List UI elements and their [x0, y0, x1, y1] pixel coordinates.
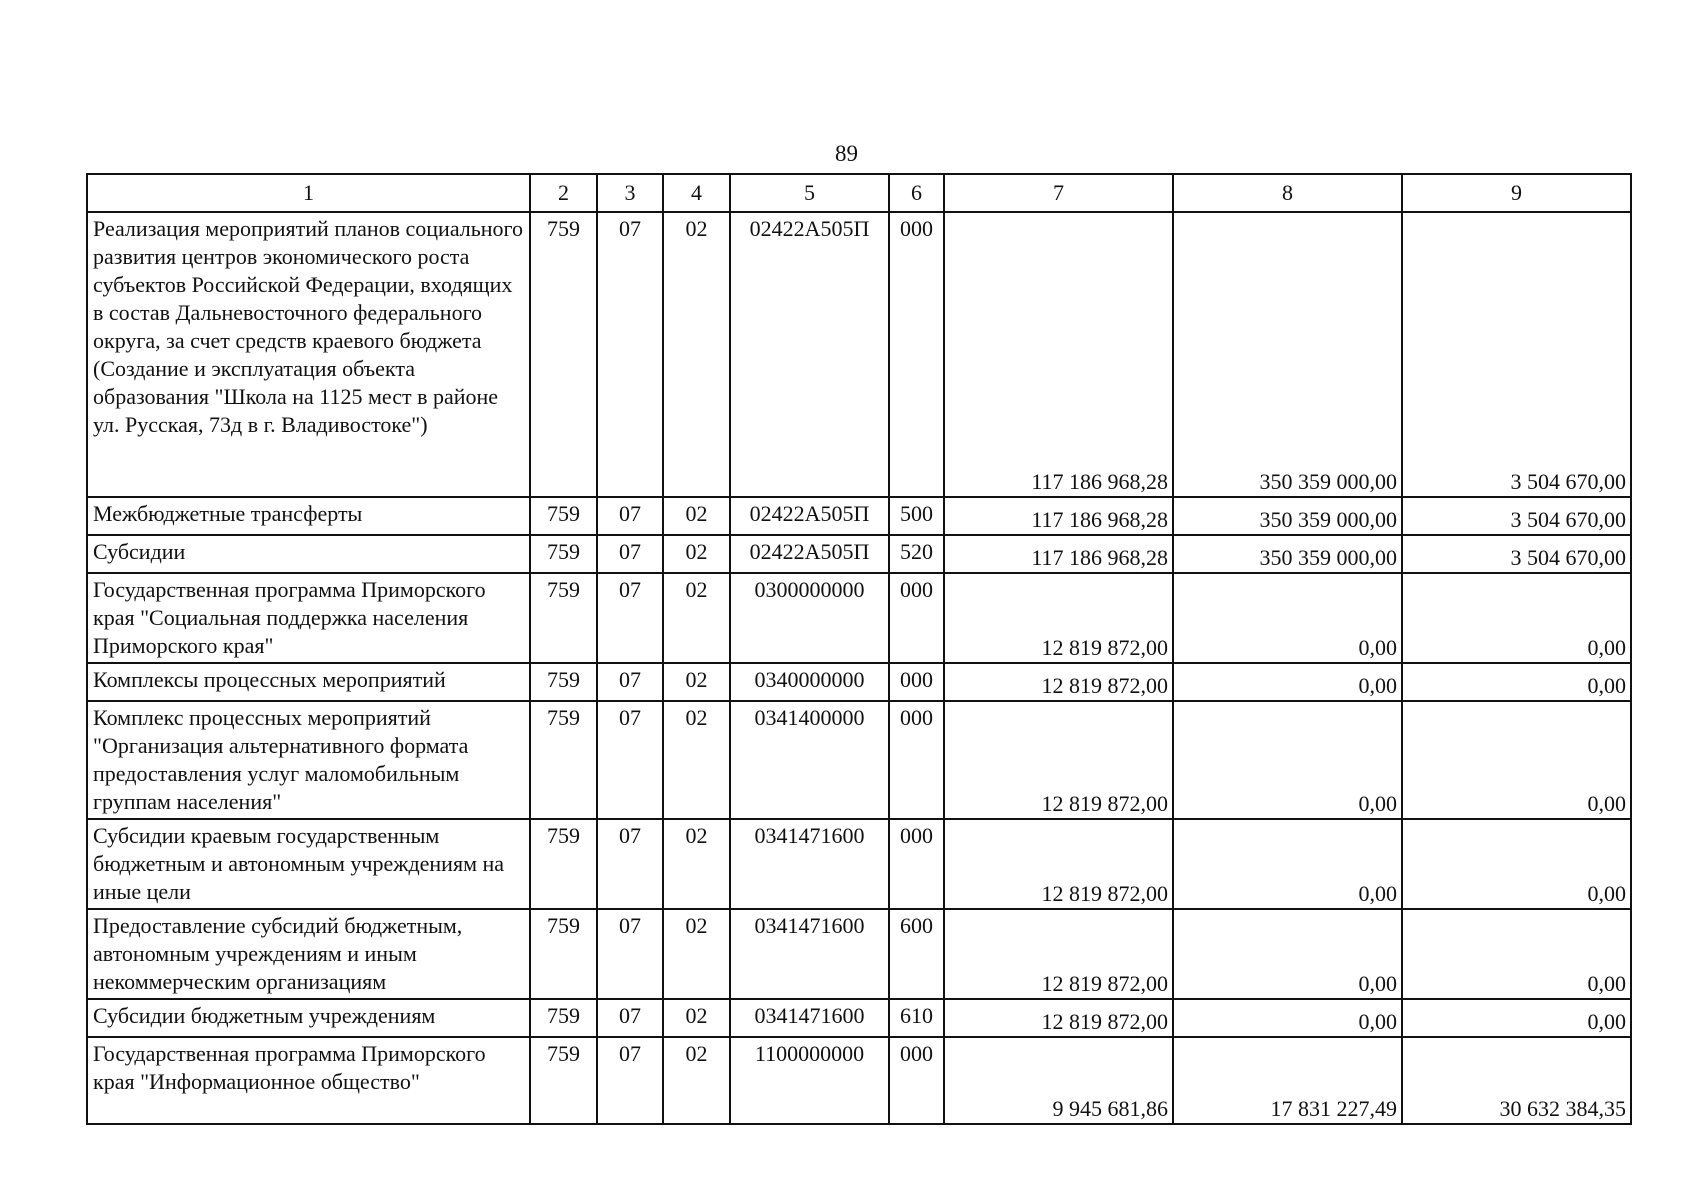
cell-target-article: 0341471600	[730, 819, 889, 909]
cell-expense-type: 000	[889, 573, 944, 663]
cell-section: 07	[597, 909, 663, 999]
cell-section: 07	[597, 497, 663, 535]
cell-target-article: 02422A505П	[730, 212, 889, 497]
row-name: Комплексы процессных мероприятий	[87, 663, 530, 701]
cell-ministry-code: 759	[530, 701, 597, 819]
cell-subsection: 02	[663, 1037, 730, 1124]
cell-amount-col7: 9 945 681,86	[944, 1037, 1173, 1124]
row-name: Реализация мероприятий планов социального развития центров экономического роста субъектов Российской Федерации, входящих в состав Дальневосточного федерального округа, за счет средств краевого бюджета (Создание и эксплуатация объекта образования "Школа на 1125 мест в районе ул. Русская, 73д в г. Владивостоке")	[87, 212, 530, 497]
cell-amount-col8: 0,00	[1173, 819, 1402, 909]
cell-ministry-code: 759	[530, 999, 597, 1037]
column-header: 1	[87, 174, 530, 212]
cell-ministry-code: 759	[530, 573, 597, 663]
cell-expense-type: 000	[889, 701, 944, 819]
column-header: 4	[663, 174, 730, 212]
cell-expense-type: 000	[889, 663, 944, 701]
column-header: 9	[1402, 174, 1631, 212]
cell-ministry-code: 759	[530, 212, 597, 497]
cell-amount-col7: 12 819 872,00	[944, 663, 1173, 701]
cell-amount-col8: 0,00	[1173, 663, 1402, 701]
cell-subsection: 02	[663, 573, 730, 663]
cell-ministry-code: 759	[530, 535, 597, 573]
cell-expense-type: 610	[889, 999, 944, 1037]
table-row	[87, 701, 1631, 819]
table-row	[87, 909, 1631, 999]
cell-amount-col7: 117 186 968,28	[944, 497, 1173, 535]
table-row	[87, 1037, 1631, 1124]
table-header	[87, 174, 1631, 212]
cell-target-article: 1100000000	[730, 1037, 889, 1124]
cell-section: 07	[597, 573, 663, 663]
table-body	[87, 212, 1631, 1124]
row-name: Государственная программа Приморского края "Информационное общество"	[87, 1037, 530, 1124]
table-row	[87, 819, 1631, 909]
cell-amount-col8: 17 831 227,49	[1173, 1037, 1402, 1124]
cell-subsection: 02	[663, 497, 730, 535]
cell-amount-col7: 12 819 872,00	[944, 999, 1173, 1037]
cell-amount-col8: 350 359 000,00	[1173, 497, 1402, 535]
cell-subsection: 02	[663, 909, 730, 999]
cell-subsection: 02	[663, 999, 730, 1037]
cell-ministry-code: 759	[530, 663, 597, 701]
cell-amount-col9: 0,00	[1402, 701, 1631, 819]
cell-amount-col7: 12 819 872,00	[944, 819, 1173, 909]
cell-ministry-code: 759	[530, 1037, 597, 1124]
table-row	[87, 999, 1631, 1037]
cell-section: 07	[597, 819, 663, 909]
cell-target-article: 0340000000	[730, 663, 889, 701]
cell-section: 07	[597, 999, 663, 1037]
cell-amount-col8: 0,00	[1173, 573, 1402, 663]
cell-amount-col9: 3 504 670,00	[1402, 212, 1631, 497]
row-name: Межбюджетные трансферты	[87, 497, 530, 535]
cell-amount-col9: 0,00	[1402, 573, 1631, 663]
cell-amount-col9: 30 632 384,35	[1402, 1037, 1631, 1124]
table-row	[87, 573, 1631, 663]
cell-amount-col9: 3 504 670,00	[1402, 535, 1631, 573]
cell-expense-type: 600	[889, 909, 944, 999]
row-name: Субсидии краевым государственным бюджетным и автономным учреждениям на иные цели	[87, 819, 530, 909]
cell-ministry-code: 759	[530, 497, 597, 535]
cell-section: 07	[597, 535, 663, 573]
cell-amount-col8: 350 359 000,00	[1173, 212, 1402, 497]
cell-amount-col7: 12 819 872,00	[944, 701, 1173, 819]
cell-target-article: 02422A505П	[730, 535, 889, 573]
cell-expense-type: 000	[889, 212, 944, 497]
cell-target-article: 0341471600	[730, 909, 889, 999]
cell-section: 07	[597, 1037, 663, 1124]
cell-expense-type: 000	[889, 819, 944, 909]
cell-ministry-code: 759	[530, 909, 597, 999]
cell-subsection: 02	[663, 701, 730, 819]
cell-amount-col7: 12 819 872,00	[944, 909, 1173, 999]
cell-amount-col8: 0,00	[1173, 999, 1402, 1037]
table-row	[87, 212, 1631, 497]
cell-amount-col7: 117 186 968,28	[944, 535, 1173, 573]
cell-subsection: 02	[663, 212, 730, 497]
cell-expense-type: 520	[889, 535, 944, 573]
cell-amount-col8: 350 359 000,00	[1173, 535, 1402, 573]
cell-subsection: 02	[663, 535, 730, 573]
cell-amount-col9: 0,00	[1402, 909, 1631, 999]
cell-amount-col9: 0,00	[1402, 819, 1631, 909]
row-name: Предоставление субсидий бюджетным, автономным учреждениям и иным некоммерческим организациям	[87, 909, 530, 999]
cell-target-article: 0341471600	[730, 999, 889, 1037]
column-header: 7	[944, 174, 1173, 212]
column-header: 2	[530, 174, 597, 212]
cell-amount-col9: 3 504 670,00	[1402, 497, 1631, 535]
cell-amount-col9: 0,00	[1402, 999, 1631, 1037]
cell-section: 07	[597, 701, 663, 819]
cell-section: 07	[597, 663, 663, 701]
column-header: 3	[597, 174, 663, 212]
table-row	[87, 535, 1631, 573]
row-name: Субсидии бюджетным учреждениям	[87, 999, 530, 1037]
cell-target-article: 0341400000	[730, 701, 889, 819]
cell-subsection: 02	[663, 819, 730, 909]
cell-amount-col7: 12 819 872,00	[944, 573, 1173, 663]
cell-subsection: 02	[663, 663, 730, 701]
cell-expense-type: 500	[889, 497, 944, 535]
column-number-row	[87, 174, 1631, 212]
cell-amount-col9: 0,00	[1402, 663, 1631, 701]
cell-ministry-code: 759	[530, 819, 597, 909]
cell-amount-col7: 117 186 968,28	[944, 212, 1173, 497]
cell-amount-col8: 0,00	[1173, 701, 1402, 819]
row-name: Комплекс процессных мероприятий "Организация альтернативного формата предоставления услуг маломобильным группам населения"	[87, 701, 530, 819]
column-header: 5	[730, 174, 889, 212]
column-header: 8	[1173, 174, 1402, 212]
budget-table	[86, 173, 1632, 1125]
row-name: Государственная программа Приморского края "Социальная поддержка населения Приморского края"	[87, 573, 530, 663]
table-row	[87, 497, 1631, 535]
cell-expense-type: 000	[889, 1037, 944, 1124]
cell-section: 07	[597, 212, 663, 497]
cell-amount-col8: 0,00	[1173, 909, 1402, 999]
cell-target-article: 0300000000	[730, 573, 889, 663]
page-number: 89	[835, 141, 858, 166]
table-row	[87, 663, 1631, 701]
column-header: 6	[889, 174, 944, 212]
cell-target-article: 02422A505П	[730, 497, 889, 535]
row-name: Субсидии	[87, 535, 530, 573]
